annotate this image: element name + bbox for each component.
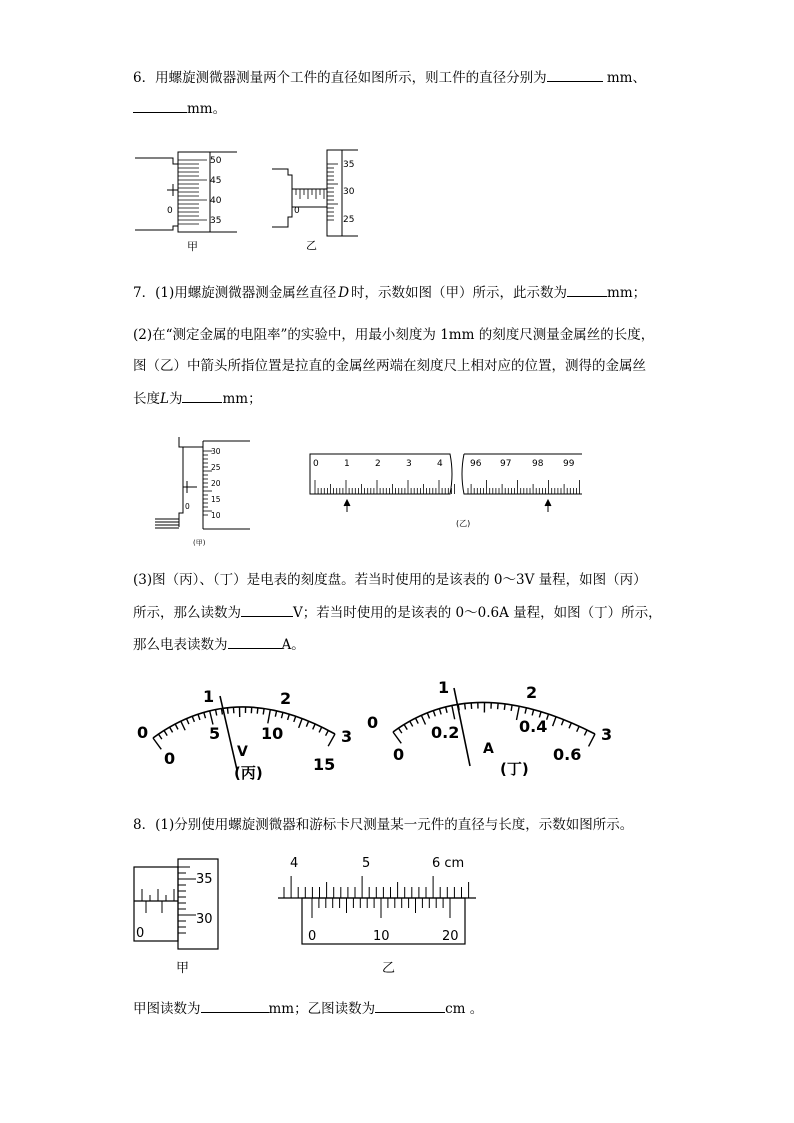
figure-label: (丙)	[234, 764, 263, 782]
scale-tick	[275, 711, 276, 717]
vernier-scale-ticks	[312, 898, 450, 918]
tick-label: 35	[196, 872, 213, 887]
scale-tick	[319, 727, 322, 732]
scale-tick	[326, 730, 329, 735]
scale-tick	[561, 720, 563, 726]
main-scale-label: 4	[290, 856, 299, 871]
zero-label: 0	[136, 926, 145, 941]
scale-tick	[416, 718, 419, 723]
tick-label: 10	[211, 511, 221, 520]
scale-tick	[281, 712, 283, 718]
dial-inner-label: 0	[393, 745, 405, 764]
q6-answer-blank-2[interactable]	[133, 97, 187, 113]
scale-tick	[216, 710, 217, 716]
scale-tick	[553, 717, 556, 726]
scale-tick	[421, 715, 425, 724]
scale-tick	[393, 732, 401, 743]
scale-tick	[263, 709, 264, 715]
q7-part2-line-3	[133, 387, 262, 409]
dial-outer-label: 2	[526, 683, 538, 702]
figure-label: 甲	[187, 240, 198, 253]
q7-part2-text-b: 为	[168, 391, 183, 407]
q8-answer-line	[133, 997, 483, 1019]
ruler-number: 96	[470, 459, 482, 469]
scale-tick	[299, 719, 303, 728]
vernier-label: 20	[442, 929, 459, 944]
unit-label: V	[237, 744, 248, 760]
tick-label: 30	[343, 187, 355, 197]
dial-outer-label: 2	[280, 689, 292, 708]
scale-tick	[439, 709, 441, 715]
ruler-number: 97	[500, 459, 512, 469]
tick-label: 45	[210, 176, 222, 186]
ruler-number: 99	[563, 459, 575, 469]
dial-outer-label: 1	[203, 687, 215, 706]
q7-var-d: D	[338, 285, 350, 301]
dial-inner-label: 10	[261, 724, 284, 743]
main-scale-ticks	[284, 876, 469, 898]
scale-tick	[584, 730, 587, 735]
scale-tick	[204, 712, 206, 718]
scale-tick	[181, 721, 185, 730]
figure-label: (丁)	[500, 760, 529, 778]
unit-label: A	[483, 741, 494, 757]
q8-answer-blank-2[interactable]	[375, 997, 445, 1013]
main-scale-label: 5	[362, 856, 371, 871]
q6-line-2	[133, 97, 226, 119]
q7-part1-text-b: 时，示数如图（甲）所示，此示数为	[351, 285, 568, 301]
q7-answer-blank-3[interactable]	[241, 601, 293, 617]
tick-label: 15	[211, 495, 221, 504]
tick-label: 20	[211, 479, 221, 488]
q8-vernier-caliper-yi	[272, 850, 482, 980]
dial-inner-label: 0.2	[431, 723, 460, 742]
scale-tick	[288, 714, 290, 720]
q8-text-b: mm；乙图读数为	[268, 1001, 376, 1017]
scale-tick	[577, 726, 580, 731]
tick-label: 50	[210, 156, 222, 166]
q7-meters	[135, 678, 635, 788]
q7-part1-line	[133, 281, 646, 303]
scale-tick	[504, 704, 505, 710]
scale-tick	[175, 724, 178, 729]
ruler-number: 4	[437, 459, 443, 469]
tick-label: 25	[211, 463, 221, 472]
q7-part3-line-3	[133, 633, 305, 655]
zero-label: 0	[167, 206, 173, 216]
tick-label: 25	[343, 215, 355, 225]
scale-tick	[313, 724, 315, 729]
main-scale-label: 6 cm	[432, 856, 465, 871]
scale-tick	[511, 705, 512, 711]
q7-answer-blank-2[interactable]	[182, 387, 222, 403]
dial-inner-label: 15	[313, 755, 336, 774]
scale-tick	[158, 734, 161, 739]
scale-tick	[153, 738, 161, 749]
scale-tick	[227, 708, 228, 714]
ruler-number: 0	[313, 459, 319, 469]
vernier-label: 10	[373, 929, 390, 944]
q7-part2-line-2: 图（乙）中箭头所指位置是拉直的金属丝两端在刻度尺上相对应的位置，测得的金属丝	[133, 358, 646, 374]
q6-micrometer-yi	[270, 142, 370, 252]
figure-label: (甲)	[193, 539, 206, 547]
q6-line-1	[133, 66, 646, 88]
q7-part3-text-c: 那么电表读数为	[133, 637, 228, 653]
scale-tick	[446, 707, 447, 713]
scale-tick	[221, 709, 222, 715]
tick-label: 40	[210, 196, 222, 206]
scale-tick	[210, 711, 213, 725]
zero-label: 0	[294, 206, 300, 216]
q6-text-a: 6．用螺旋测微器测量两个工件的直径如图所示，则工件的直径分别为	[133, 70, 547, 86]
scale-tick	[328, 734, 335, 746]
scale-tick	[589, 734, 595, 746]
q7-part3-line-1: (3)图（丙）、（丁）是电表的刻度盘。若当时使用的是该表的 0～3V 量程，如图（丙）	[133, 572, 647, 588]
q7-ruler-yi	[300, 450, 590, 532]
scale-tick	[427, 713, 429, 719]
ruler-number: 98	[532, 459, 544, 469]
q7-part3-text-a: 所示，那么读数为	[133, 605, 241, 621]
q7-answer-blank-1[interactable]	[567, 281, 607, 297]
scale-tick	[187, 719, 189, 725]
q7-var-l: L	[160, 391, 169, 407]
scale-tick	[452, 706, 455, 720]
tick-label: 30	[196, 912, 213, 927]
ruler-ticks-left	[315, 480, 455, 494]
dial-outer-label: 1	[438, 678, 450, 697]
q6-text-c: mm。	[187, 101, 227, 117]
scale-tick	[198, 714, 200, 720]
scale-tick	[532, 710, 534, 716]
dial-inner-label: 0.6	[553, 745, 582, 764]
q7-part3-text-d: A。	[281, 637, 305, 653]
vernier-label: 0	[308, 929, 317, 944]
scale-tick	[410, 721, 413, 726]
tick-label: 35	[343, 160, 355, 170]
scale-tick	[257, 708, 258, 714]
scale-tick	[498, 703, 499, 709]
scale-tick	[294, 716, 296, 722]
tick-label: 30	[211, 447, 221, 456]
q8-text-c: cm 。	[445, 1001, 484, 1017]
figure-label: 乙	[382, 961, 396, 976]
dial-inner-label: 0.4	[519, 717, 548, 736]
ruler-number: 2	[375, 459, 381, 469]
scale-tick	[569, 723, 571, 729]
ruler-ticks-right	[468, 480, 580, 494]
dial-outer-label: 0	[367, 713, 379, 732]
q8-text-a: 甲图读数为	[133, 1001, 201, 1017]
scale-tick	[192, 716, 194, 722]
scale-tick	[306, 721, 308, 727]
scale-tick	[465, 704, 466, 710]
q7-part1-text-a: 7．(1)用螺旋测微器测金属丝直径	[133, 285, 337, 301]
dial-inner-label: 5	[209, 724, 221, 743]
q8-micrometer-jia	[130, 855, 230, 980]
voltmeter-dial-bing	[137, 687, 352, 782]
figure-label: 乙	[306, 239, 317, 252]
dial-outer-label: 3	[601, 725, 613, 744]
scale-tick	[170, 727, 173, 732]
figure-label: (乙)	[456, 519, 471, 528]
q7-micrometer-jia	[155, 435, 255, 547]
zero-label: 0	[185, 502, 190, 511]
scale-tick	[399, 728, 402, 733]
q7-part3-line-2	[133, 601, 662, 623]
q8-intro-line: 8．(1)分别使用螺旋测微器和游标卡尺测量某一元件的直径与长度，示数如图所示。	[133, 817, 634, 833]
tick-label: 35	[210, 216, 222, 226]
scale-tick	[268, 710, 271, 724]
q6-answer-blank-1[interactable]	[547, 66, 603, 82]
dial-inner-label: 0	[164, 749, 176, 768]
dial-outer-label: 3	[341, 727, 353, 746]
figure-label: 甲	[176, 961, 190, 976]
ammeter-dial-ding	[367, 678, 612, 778]
ruler-number: 1	[344, 459, 350, 469]
scale-tick	[433, 711, 435, 717]
dial-outer-label: 0	[137, 723, 149, 742]
q8-answer-blank-1[interactable]	[201, 997, 269, 1013]
scale-tick	[404, 725, 407, 730]
q7-part2-text-a: 长度	[133, 391, 160, 407]
q7-part3-text-b: V；若当时使用的是该表的 0～0.6A 量程，如图（丁）所示，	[293, 605, 662, 621]
q7-part1-text-c: mm；	[607, 285, 647, 301]
scale-tick	[525, 708, 526, 714]
q6-micrometer-jia	[133, 148, 245, 253]
ruler-number: 3	[406, 459, 412, 469]
q7-part2-line-1: (2)在“测定金属的电阻率”的实验中，用最小刻度为 1mm 的刻度尺测量金属丝的长度，	[133, 327, 655, 343]
scale-tick	[164, 731, 167, 736]
q7-part2-text-c: mm；	[222, 391, 262, 407]
q7-answer-blank-4[interactable]	[228, 633, 282, 649]
q6-text-b: mm、	[602, 70, 646, 86]
